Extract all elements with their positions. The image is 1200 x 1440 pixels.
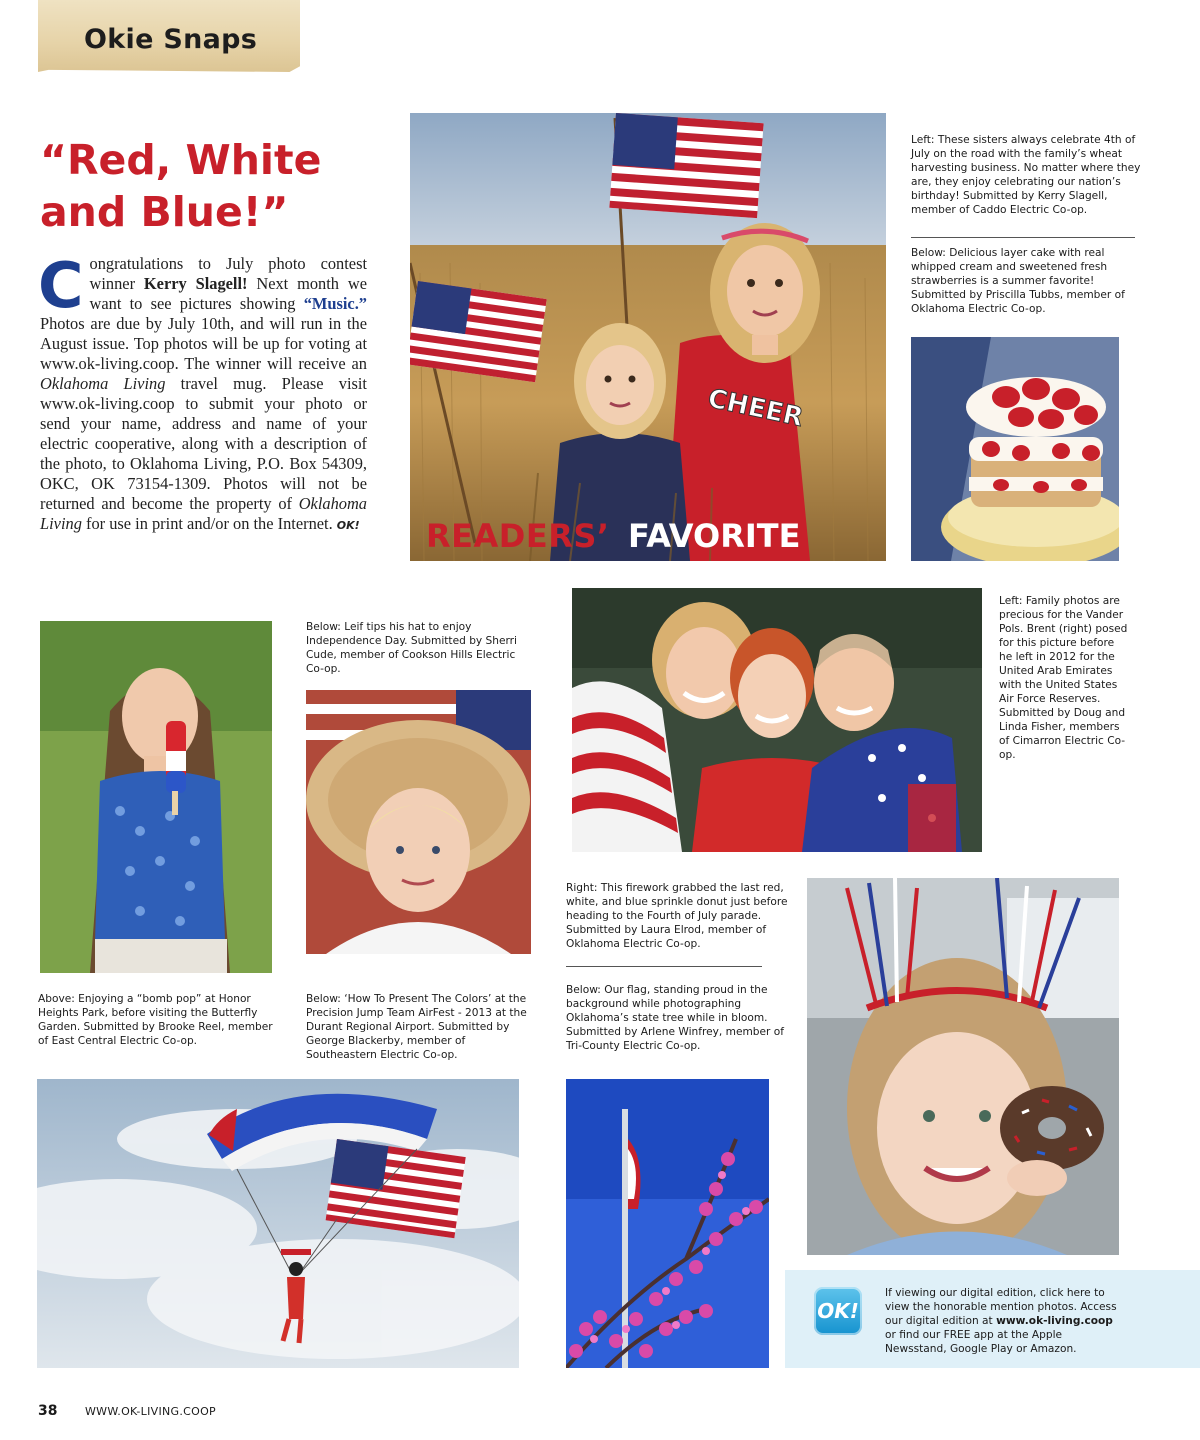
magazine-name: Oklahoma Living bbox=[40, 374, 166, 393]
caption-leif: Below: Leif tips his hat to enjoy Independence Day. Submitted by Sherri Cude, member of Cookson Hills Electric Co-op. bbox=[306, 621, 517, 675]
ok-end-mark: OK! bbox=[336, 519, 360, 532]
intro-part1: ongratulations to July photo contest winner bbox=[89, 254, 367, 293]
divider-rule bbox=[911, 237, 1135, 238]
intro-part5: for use in print and/or on the Internet. bbox=[81, 514, 337, 533]
readers-badge-word2: FAVORITE bbox=[628, 517, 801, 555]
digital-edition-link[interactable]: www.ok-living.coop bbox=[996, 1315, 1113, 1327]
digital-edition-text[interactable] bbox=[885, 1286, 1125, 1356]
ok-logo-icon[interactable]: OK! bbox=[814, 1287, 862, 1335]
divider-rule-2 bbox=[566, 966, 762, 967]
donut-photo bbox=[807, 878, 1119, 1255]
parachute-photo bbox=[37, 1079, 519, 1368]
bombpop-photo bbox=[40, 621, 272, 973]
caption-sisters: Left: These sisters always celebrate 4th of July on the road with the family’s wheat harvesting business. No matter where they are, they enjoy celebrating our nation’s birthday! Submitted by Kerry Slagell, member of Caddo Electric Co-op. bbox=[911, 134, 1141, 216]
digital-text-part2: or find our FREE app at the Apple Newsstand, Google Play or Amazon. bbox=[885, 1329, 1077, 1355]
headline bbox=[40, 134, 380, 238]
cake-photo bbox=[911, 337, 1119, 561]
flagtree-photo bbox=[566, 1079, 769, 1368]
magazine-name-2: Oklahoma Living bbox=[40, 494, 367, 533]
footer-url[interactable]: WWW.OK-LIVING.COOP bbox=[85, 1405, 216, 1418]
next-theme: “Music.” bbox=[303, 294, 367, 313]
section-tag: Okie Snaps bbox=[84, 24, 258, 55]
caption-colors: Below: ‘How To Present The Colors’ at the Precision Jump Team AirFest - 2013 at the Durant Regional Airport. Submitted by George Blackerby, member of Southeastern Electric Co-op. bbox=[306, 993, 527, 1061]
headline-line2: and Blue!” bbox=[40, 188, 289, 236]
intro-part2: Next month we want to see pictures showing bbox=[89, 274, 367, 313]
caption-cake: Below: Delicious layer cake with real whipped cream and sweetened fresh strawberries is a summer favorite! Submitted by Priscilla Tubbs, member of Oklahoma Electric Co-op. bbox=[911, 247, 1125, 315]
sisters-photo bbox=[410, 113, 886, 561]
family-photo bbox=[572, 588, 982, 852]
svg-text:CHEER: CHEER bbox=[705, 383, 806, 434]
headline-line1: “Red, White bbox=[40, 136, 322, 184]
digital-text-part1: If viewing our digital edition, click here to view the honorable mention photos. Access our digital edition at bbox=[885, 1287, 1117, 1327]
page-number: 38 bbox=[38, 1403, 58, 1419]
caption-family: Left: Family photos are precious for the Vander Pols. Brent (right) posed for this picture before he left in 2012 for the United Arab Emirates with the United States Air Force Reserves. Submitted by Doug and Linda Fisher, members of Cimarron Electric Co-op. bbox=[999, 595, 1128, 761]
drop-cap: C bbox=[38, 249, 84, 322]
intro-part4: travel mug. Please visit www.ok-living.coop to submit your photo or send your name, address and name of your electric cooperative, along with a description of the photo, to Oklahoma Living, P.O. Box 54309, OKC, OK 73154-1309. Photos will not be returned and become the property of bbox=[40, 374, 367, 513]
caption-donut: Right: This firework grabbed the last red, white, and blue sprinkle donut just before heading to the Fourth of July parade. Submitted by Laura Elrod, member of Oklahoma Electric Co-op. bbox=[566, 882, 788, 950]
winner-name: Kerry Slagell! bbox=[143, 274, 248, 293]
caption-flagtree: Below: Our flag, standing proud in the background while photographing Oklahoma’s state tree while in bloom. Submitted by Arlene Winfrey, member of Tri-County Electric Co-op. bbox=[566, 984, 784, 1052]
leif-photo bbox=[306, 690, 531, 954]
intro-text bbox=[38, 249, 367, 536]
intro-part3: Photos are due by July 10th, and will run in the August issue. Top photos will be up for voting at www.ok-living.coop. The winner will receive an bbox=[40, 314, 367, 373]
readers-badge-word1: READERS’ bbox=[426, 517, 610, 555]
caption-bombpop: Above: Enjoying a “bomb pop” at Honor Heights Park, before visiting the Butterfly Garden. Submitted by Brooke Reel, member of East Central Electric Co-op. bbox=[38, 993, 273, 1047]
